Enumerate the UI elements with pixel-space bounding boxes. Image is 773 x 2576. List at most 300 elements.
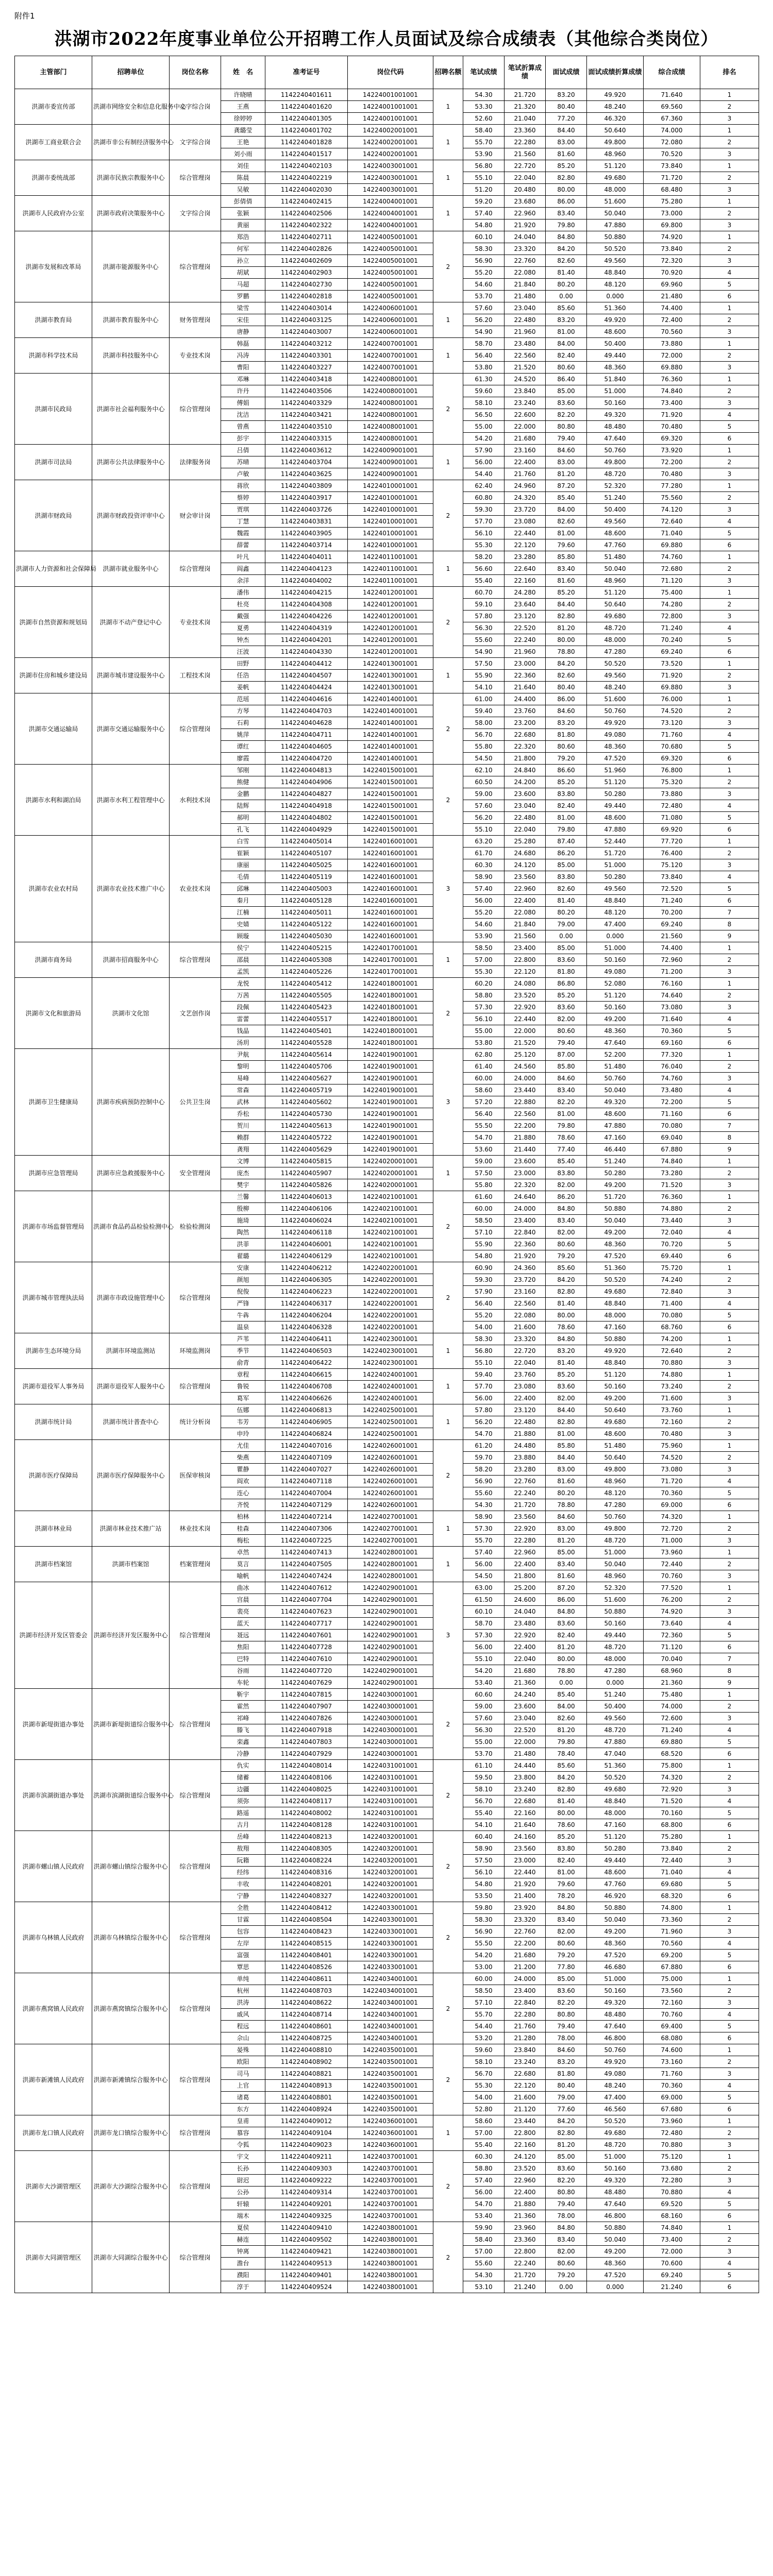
cell-rank: 3	[700, 859, 759, 871]
cell-ticket: 1142240405025	[265, 859, 348, 871]
cell-total-score: 72.360	[644, 1630, 700, 1641]
cell-written-score: 54.80	[463, 1878, 505, 1890]
cell-interview-converted: 48.120	[587, 279, 644, 291]
cell-written-converted: 21.640	[505, 1819, 546, 1831]
cell-interview-score: 0.00	[546, 291, 587, 302]
cell-interview-score: 81.00	[546, 1867, 587, 1878]
cell-written-converted: 23.800	[505, 1772, 546, 1784]
table-row	[15, 125, 759, 137]
cell-written-converted: 21.640	[505, 682, 546, 693]
cell-written-converted: 22.040	[505, 172, 546, 184]
cell-interview-score: 79.40	[546, 433, 587, 445]
cell-interview-score: 84.80	[546, 1902, 587, 1914]
cell-written-converted: 22.680	[505, 1795, 546, 1807]
cell-written-converted: 22.280	[505, 137, 546, 148]
cell-name: 崔颖	[221, 848, 265, 859]
cell-rank: 6	[700, 1499, 759, 1511]
cell-total-score: 69.960	[644, 279, 700, 291]
cell-rank: 4	[700, 1227, 759, 1239]
cell-written-converted: 22.840	[505, 1227, 546, 1239]
cell-name: 武林	[221, 1096, 265, 1108]
cell-post: 财务管理岗	[170, 302, 221, 338]
cell-interview-score: 82.40	[546, 800, 587, 812]
cell-rank: 1	[700, 374, 759, 385]
cell-interview-converted: 50.520	[587, 2115, 644, 2127]
cell-written-converted: 25.280	[505, 836, 546, 848]
table-row	[15, 658, 759, 670]
cell-ticket: 1142240409012	[265, 2115, 348, 2127]
cell-ticket: 1142240405629	[265, 1144, 348, 1156]
cell-written-score: 57.00	[463, 2246, 505, 2258]
cell-written-score: 56.70	[463, 2068, 505, 2080]
cell-interview-converted: 50.520	[587, 658, 644, 670]
cell-written-converted: 21.520	[505, 362, 546, 374]
cell-interview-score: 84.60	[546, 1511, 587, 1523]
cell-ticket: 1142240408601	[265, 2021, 348, 2032]
cell-ticket: 1142240408117	[265, 1795, 348, 1807]
cell-rank: 7	[700, 1653, 759, 1665]
cell-interview-converted: 50.880	[587, 231, 644, 243]
cell-unit: 洪湖市社会福利服务中心	[92, 374, 170, 445]
cell-interview-converted: 47.040	[587, 1748, 644, 1760]
cell-total-score: 68.800	[644, 1819, 700, 1831]
cell-rank: 6	[700, 291, 759, 302]
cell-ticket: 1142240406626	[265, 1393, 348, 1404]
cell-ticket: 1142240403831	[265, 516, 348, 528]
cell-post-code: 14224016001001	[348, 895, 433, 907]
cell-ticket: 1142240408305	[265, 1843, 348, 1855]
cell-interview-score: 86.20	[546, 848, 587, 859]
cell-total-score: 70.080	[644, 1310, 700, 1321]
cell-quota: 1	[433, 125, 463, 160]
cell-written-score: 58.80	[463, 990, 505, 1002]
cell-interview-score: 85.80	[546, 551, 587, 563]
cell-total-score: 69.880	[644, 362, 700, 374]
cell-interview-converted: 47.640	[587, 1037, 644, 1049]
cell-written-converted: 23.320	[505, 1914, 546, 1926]
cell-ticket: 1142240404616	[265, 693, 348, 705]
cell-written-converted: 22.480	[505, 1416, 546, 1428]
cell-ticket: 1142240404011	[265, 551, 348, 563]
cell-written-converted: 23.040	[505, 1713, 546, 1724]
cell-written-converted: 22.000	[505, 421, 546, 433]
cell-total-score: 69.240	[644, 919, 700, 930]
attachment-label: 附件1	[14, 11, 35, 21]
cell-interview-converted: 47.520	[587, 753, 644, 765]
cell-written-score: 57.60	[463, 1713, 505, 1724]
cell-quota: 1	[433, 551, 463, 587]
cell-post-code: 14224029001001	[348, 1618, 433, 1630]
cell-interview-converted: 50.040	[587, 1914, 644, 1926]
cell-name: 蒋欣	[221, 480, 265, 492]
cell-rank: 3	[700, 717, 759, 729]
cell-written-converted: 23.360	[505, 2234, 546, 2246]
cell-total-score: 73.480	[644, 1084, 700, 1096]
cell-post-code: 14224029001001	[348, 1641, 433, 1653]
cell-department: 洪湖市档案馆	[15, 1547, 92, 1582]
cell-ticket: 1142240407929	[265, 1748, 348, 1760]
cell-written-score: 55.00	[463, 421, 505, 433]
cell-quota: 1	[433, 1333, 463, 1369]
cell-written-score: 61.00	[463, 693, 505, 705]
cell-interview-converted: 50.880	[587, 2222, 644, 2234]
cell-name: 范瑶	[221, 693, 265, 705]
cell-total-score: 70.880	[644, 1357, 700, 1369]
cell-interview-converted: 48.360	[587, 741, 644, 753]
cell-written-score: 58.30	[463, 1914, 505, 1926]
cell-interview-score: 81.40	[546, 1795, 587, 1807]
cell-written-score: 53.70	[463, 291, 505, 302]
cell-name: 经纬	[221, 1867, 265, 1878]
cell-ticket: 1142240406305	[265, 1274, 348, 1286]
cell-written-score: 54.40	[463, 2021, 505, 2032]
cell-ticket: 1142240409502	[265, 2234, 348, 2246]
cell-post-code: 14224008001001	[348, 421, 433, 433]
cell-name: 桂森	[221, 1523, 265, 1535]
cell-interview-score: 82.00	[546, 1227, 587, 1239]
cell-name: 段佩	[221, 1002, 265, 1013]
cell-interview-converted: 48.360	[587, 2258, 644, 2269]
cell-written-score: 60.80	[463, 492, 505, 504]
cell-unit: 洪湖市大同湖综合服务中心	[92, 2222, 170, 2293]
cell-ticket: 1142240408924	[265, 2104, 348, 2115]
table-row	[15, 1760, 759, 1772]
cell-post-code: 14224011001001	[348, 575, 433, 587]
cell-written-score: 56.10	[463, 1867, 505, 1878]
cell-total-score: 68.520	[644, 1748, 700, 1760]
cell-written-converted: 24.520	[505, 374, 546, 385]
cell-ticket: 1142240404123	[265, 563, 348, 575]
cell-total-score: 71.200	[644, 966, 700, 978]
cell-name: 唐静	[221, 326, 265, 338]
cell-name: 徐婷婷	[221, 113, 265, 125]
cell-interview-score: 84.40	[546, 1404, 587, 1416]
cell-ticket: 1142240402903	[265, 267, 348, 279]
cell-post: 综合管理岗	[170, 551, 221, 587]
cell-total-score: 73.880	[644, 788, 700, 800]
cell-total-score: 70.680	[644, 741, 700, 753]
cell-interview-score: 82.60	[546, 516, 587, 528]
cell-written-score: 53.70	[463, 1748, 505, 1760]
cell-ticket: 1142240409104	[265, 2127, 348, 2139]
cell-interview-score: 79.40	[546, 1037, 587, 1049]
cell-total-score: 69.400	[644, 2021, 700, 2032]
cell-interview-converted: 48.600	[587, 812, 644, 824]
cell-name: 卢敏	[221, 468, 265, 480]
cell-written-score: 56.10	[463, 528, 505, 539]
cell-rank: 2	[700, 1772, 759, 1784]
cell-written-score: 56.70	[463, 729, 505, 741]
cell-name: 钟离	[221, 2246, 265, 2258]
cell-written-score: 55.30	[463, 2080, 505, 2092]
table-row	[15, 338, 759, 350]
cell-total-score: 69.560	[644, 101, 700, 113]
cell-interview-score: 81.20	[546, 1641, 587, 1653]
cell-total-score: 75.120	[644, 859, 700, 871]
table-row	[15, 231, 759, 243]
cell-written-converted: 23.000	[505, 1167, 546, 1179]
cell-written-converted: 21.960	[505, 646, 546, 658]
cell-interview-score: 80.00	[546, 634, 587, 646]
cell-interview-score: 85.80	[546, 1440, 587, 1452]
cell-name: 常森	[221, 1084, 265, 1096]
cell-written-converted: 21.960	[505, 326, 546, 338]
cell-written-score: 57.70	[463, 516, 505, 528]
cell-written-score: 60.40	[463, 1831, 505, 1843]
table-row	[15, 942, 759, 954]
cell-written-score: 59.10	[463, 599, 505, 611]
cell-written-score: 60.90	[463, 1262, 505, 1274]
cell-written-score: 54.70	[463, 1132, 505, 1144]
cell-rank: 2	[700, 1985, 759, 1997]
cell-interview-converted: 49.200	[587, 1179, 644, 1191]
cell-interview-score: 83.00	[546, 1523, 587, 1535]
cell-unit: 洪湖市环境监测站	[92, 1333, 170, 1369]
cell-total-score: 74.000	[644, 1701, 700, 1713]
cell-interview-score: 85.80	[546, 1061, 587, 1073]
cell-ticket: 1142240406411	[265, 1333, 348, 1345]
cell-written-converted: 22.400	[505, 1641, 546, 1653]
cell-written-score: 56.70	[463, 1795, 505, 1807]
cell-ticket: 1142240407728	[265, 1641, 348, 1653]
cell-department: 洪湖市乌林镇人民政府	[15, 1902, 92, 1973]
cell-written-converted: 21.520	[505, 1037, 546, 1049]
cell-interview-converted: 49.440	[587, 800, 644, 812]
cell-unit: 洪湖市教育服务中心	[92, 302, 170, 338]
cell-department: 洪湖市教育局	[15, 302, 92, 338]
cell-interview-converted: 51.600	[587, 1594, 644, 1606]
table-row	[15, 551, 759, 563]
cell-name: 甘霖	[221, 1914, 265, 1926]
cell-total-score: 74.840	[644, 1156, 700, 1167]
table-row	[15, 1440, 759, 1452]
cell-post-code: 14224021001001	[348, 1250, 433, 1262]
table-row	[15, 587, 759, 599]
cell-rank: 3	[700, 1784, 759, 1795]
cell-written-score: 62.40	[463, 480, 505, 492]
cell-written-score: 61.60	[463, 1191, 505, 1203]
cell-name: 裴亮	[221, 1606, 265, 1618]
table-row	[15, 1156, 759, 1167]
cell-written-converted: 23.120	[505, 1404, 546, 1416]
cell-rank: 3	[700, 362, 759, 374]
cell-written-score: 53.00	[463, 1961, 505, 1973]
cell-interview-converted: 52.440	[587, 836, 644, 848]
cell-written-score: 55.60	[463, 634, 505, 646]
cell-interview-score: 87.20	[546, 480, 587, 492]
cell-written-score: 62.10	[463, 765, 505, 776]
cell-total-score: 72.920	[644, 1784, 700, 1795]
cell-interview-converted: 52.200	[587, 1049, 644, 1061]
cell-post-code: 14224018001001	[348, 1002, 433, 1013]
cell-written-converted: 21.400	[505, 1890, 546, 1902]
cell-written-score: 57.30	[463, 1523, 505, 1535]
cell-written-score: 59.60	[463, 385, 505, 397]
cell-unit: 洪湖市交通运输服务中心	[92, 693, 170, 765]
cell-name: 史婧	[221, 919, 265, 930]
cell-rank: 3	[700, 2068, 759, 2080]
cell-total-score: 73.960	[644, 2115, 700, 2127]
cell-rank: 4	[700, 2258, 759, 2269]
table-row	[15, 1404, 759, 1416]
cell-total-score: 71.600	[644, 1393, 700, 1404]
cell-interview-converted: 48.720	[587, 2139, 644, 2151]
cell-written-score: 53.80	[463, 1037, 505, 1049]
cell-rank: 1	[700, 942, 759, 954]
cell-interview-converted: 48.480	[587, 421, 644, 433]
cell-written-converted: 22.520	[505, 622, 546, 634]
cell-rank: 8	[700, 1665, 759, 1677]
cell-post-code: 14224029001001	[348, 1582, 433, 1594]
cell-interview-score: 77.40	[546, 1144, 587, 1156]
cell-interview-converted: 47.640	[587, 433, 644, 445]
cell-interview-converted: 46.800	[587, 2210, 644, 2222]
cell-interview-converted: 49.440	[587, 1855, 644, 1867]
cell-post-code: 14224015001001	[348, 788, 433, 800]
cell-ticket: 1142240406317	[265, 1298, 348, 1310]
cell-written-score: 57.80	[463, 1404, 505, 1416]
cell-post-code: 14224020001001	[348, 1156, 433, 1167]
cell-written-score: 60.10	[463, 231, 505, 243]
cell-interview-converted: 47.160	[587, 1819, 644, 1831]
cell-written-score: 63.00	[463, 1582, 505, 1594]
cell-name: 杜亮	[221, 599, 265, 611]
cell-interview-converted: 50.520	[587, 1274, 644, 1286]
cell-rank: 3	[700, 255, 759, 267]
cell-total-score: 71.000	[644, 1535, 700, 1547]
cell-written-score: 56.40	[463, 350, 505, 362]
cell-written-converted: 21.480	[505, 1748, 546, 1760]
cell-interview-converted: 51.480	[587, 1440, 644, 1452]
cell-ticket: 1142240405528	[265, 1037, 348, 1049]
cell-total-score: 74.000	[644, 125, 700, 137]
cell-interview-converted: 46.920	[587, 1890, 644, 1902]
cell-quota: 2	[433, 587, 463, 658]
cell-written-converted: 23.400	[505, 1985, 546, 1997]
cell-post-code: 14224020001001	[348, 1179, 433, 1191]
cell-name: 乔松	[221, 1108, 265, 1120]
cell-post-code: 14224019001001	[348, 1120, 433, 1132]
table-row	[15, 1049, 759, 1061]
cell-rank: 1	[700, 765, 759, 776]
cell-interview-converted: 50.040	[587, 1084, 644, 1096]
cell-total-score: 72.720	[644, 1523, 700, 1535]
cell-ticket: 1142240404813	[265, 765, 348, 776]
cell-written-score: 58.20	[463, 1464, 505, 1476]
cell-rank: 6	[700, 1748, 759, 1760]
cell-rank: 2	[700, 848, 759, 859]
cell-post-code: 14224032001001	[348, 1878, 433, 1890]
cell-rank: 1	[700, 1831, 759, 1843]
cell-post: 综合管理岗	[170, 2044, 221, 2115]
cell-post-code: 14224002001001	[348, 137, 433, 148]
cell-written-converted: 24.960	[505, 480, 546, 492]
cell-written-converted: 23.280	[505, 1464, 546, 1476]
cell-written-converted: 21.440	[505, 1144, 546, 1156]
cell-total-score: 72.160	[644, 1997, 700, 2009]
cell-unit: 洪湖市水利工程管理中心	[92, 765, 170, 836]
cell-written-converted: 24.200	[505, 776, 546, 788]
cell-total-score: 69.880	[644, 1736, 700, 1748]
cell-interview-converted: 49.800	[587, 1523, 644, 1535]
cell-department: 洪湖市退役军人事务局	[15, 1369, 92, 1404]
cell-interview-score: 85.00	[546, 859, 587, 871]
cell-ticket: 1142240405627	[265, 1073, 348, 1084]
cell-written-converted: 21.880	[505, 1132, 546, 1144]
cell-post-code: 14224037001001	[348, 2187, 433, 2198]
cell-ticket: 1142240405907	[265, 1167, 348, 1179]
cell-post-code: 14224003001001	[348, 160, 433, 172]
cell-rank: 4	[700, 2187, 759, 2198]
cell-written-converted: 23.200	[505, 717, 546, 729]
cell-unit: 洪湖市林业技术推广站	[92, 1511, 170, 1547]
cell-rank: 6	[700, 433, 759, 445]
cell-interview-converted: 49.920	[587, 1345, 644, 1357]
cell-ticket: 1142240404906	[265, 776, 348, 788]
cell-quota: 1	[433, 1547, 463, 1582]
cell-interview-converted: 48.120	[587, 1487, 644, 1499]
cell-quota: 1	[433, 445, 463, 480]
cell-written-score: 58.90	[463, 1843, 505, 1855]
header-total-score: 综合成绩	[644, 56, 700, 89]
cell-total-score: 70.360	[644, 1487, 700, 1499]
cell-total-score: 73.840	[644, 871, 700, 883]
cell-total-score: 73.840	[644, 160, 700, 172]
cell-written-score: 59.30	[463, 1274, 505, 1286]
cell-interview-converted: 48.840	[587, 1298, 644, 1310]
cell-written-converted: 22.040	[505, 1653, 546, 1665]
cell-interview-converted: 51.360	[587, 1760, 644, 1772]
cell-rank: 3	[700, 575, 759, 587]
cell-written-score: 56.00	[463, 2187, 505, 2198]
cell-post-code: 14224033001001	[348, 1961, 433, 1973]
cell-interview-score: 82.80	[546, 1784, 587, 1795]
cell-interview-converted: 52.080	[587, 978, 644, 990]
cell-name: 江楠	[221, 907, 265, 919]
cell-ticket: 1142240405215	[265, 942, 348, 954]
cell-ticket: 1142240405412	[265, 978, 348, 990]
cell-post-code: 14224005001001	[348, 291, 433, 302]
cell-written-score: 53.90	[463, 930, 505, 942]
cell-interview-score: 83.60	[546, 1381, 587, 1393]
cell-written-converted: 22.080	[505, 1310, 546, 1321]
cell-post-code: 14224026001001	[348, 1499, 433, 1511]
cell-interview-score: 82.40	[546, 1630, 587, 1641]
cell-department: 洪湖市林业局	[15, 1511, 92, 1547]
cell-written-converted: 24.560	[505, 1061, 546, 1073]
cell-name: 龚璐莹	[221, 125, 265, 137]
cell-interview-score: 82.60	[546, 883, 587, 895]
cell-ticket: 1142240401611	[265, 89, 348, 101]
cell-total-score: 71.040	[644, 528, 700, 539]
cell-post-code: 14224037001001	[348, 2151, 433, 2163]
cell-rank: 1	[700, 89, 759, 101]
cell-interview-converted: 49.680	[587, 172, 644, 184]
cell-written-score: 56.00	[463, 1641, 505, 1653]
cell-interview-converted: 51.120	[587, 776, 644, 788]
cell-interview-score: 79.60	[546, 1878, 587, 1890]
header-name: 姓 名	[221, 56, 265, 89]
cell-ticket: 1142240406328	[265, 1321, 348, 1333]
cell-post-code: 14224017001001	[348, 942, 433, 954]
cell-name: 宇文	[221, 2151, 265, 2163]
cell-interview-score: 84.60	[546, 2044, 587, 2056]
cell-unit: 洪湖市应急救援服务中心	[92, 1156, 170, 1191]
cell-department: 洪湖市应急管理局	[15, 1156, 92, 1191]
cell-written-score: 54.60	[463, 279, 505, 291]
cell-written-converted: 21.480	[505, 291, 546, 302]
cell-post-code: 14224033001001	[348, 1926, 433, 1938]
